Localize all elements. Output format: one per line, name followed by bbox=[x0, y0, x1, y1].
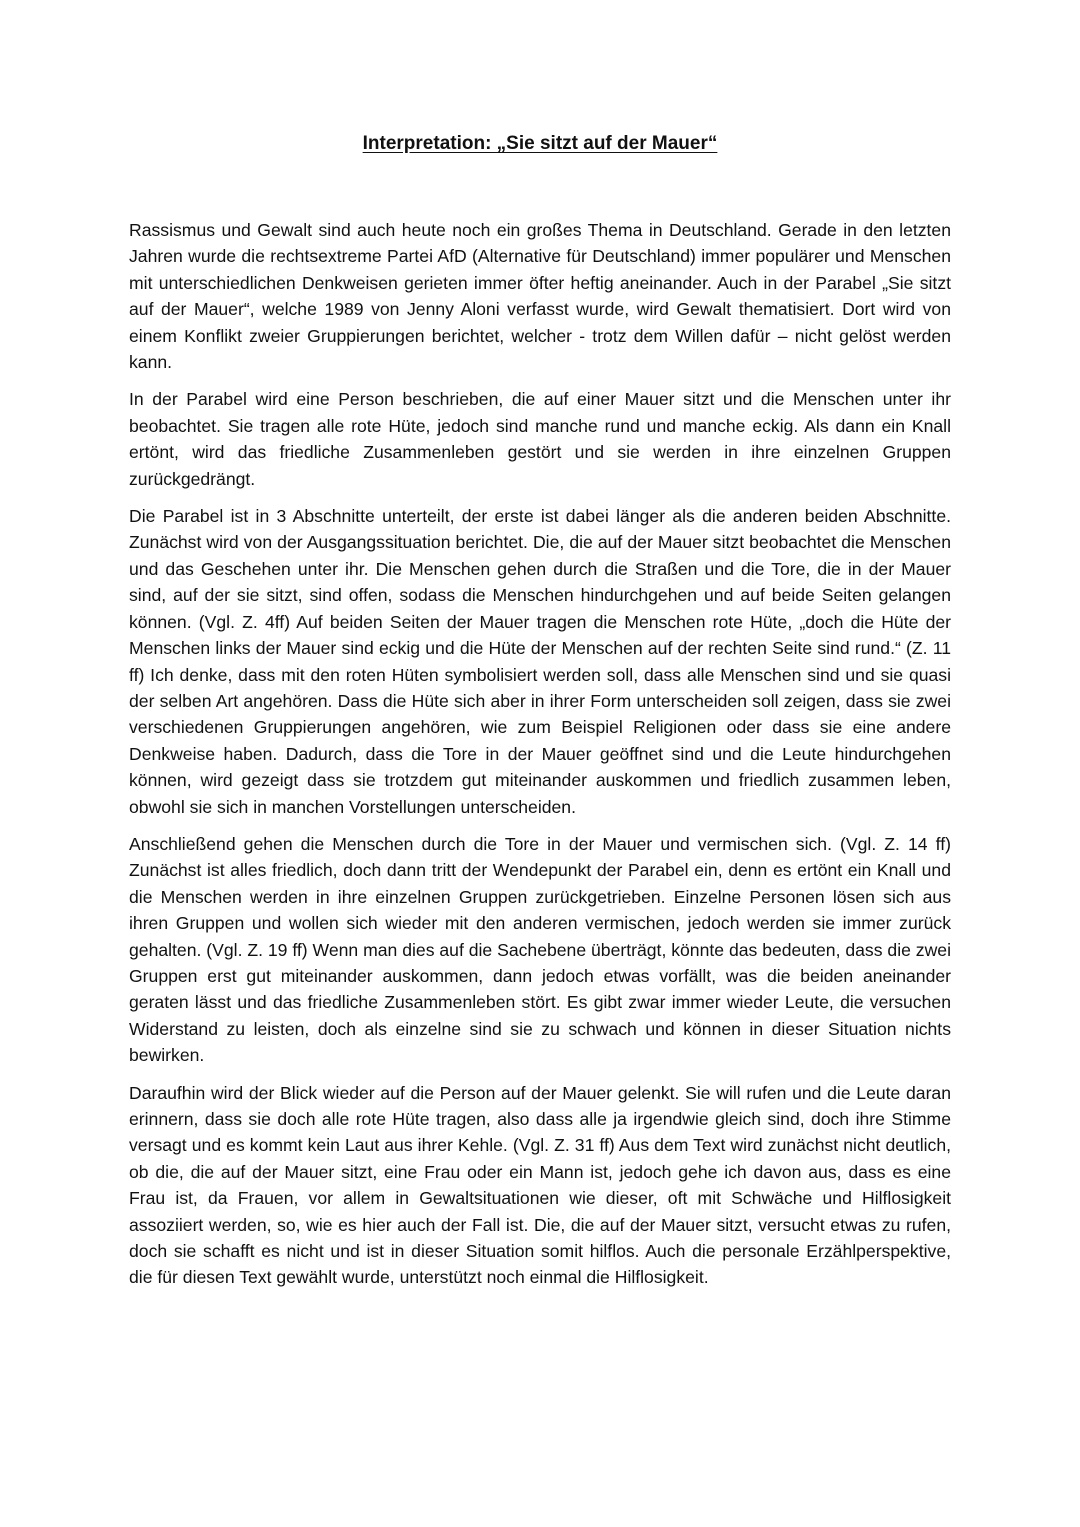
paragraph-1: Rassismus und Gewalt sind auch heute noch ein großes Thema in Deutschland. Gerade in den letzten Jahren wurde die rechtsextreme Partei AfD (Alternative für Deutschland) immer populärer und Menschen mit unterschiedlichen Denkweisen gerieten immer öfter heftig aneinander. Auch in der Parabel „Sie sitzt auf der Mauer“, welche 1989 von Jenny Aloni verfasst wurde, wird Gewalt thematisiert. Dort wird von einem Konflikt zweier Gruppierungen berichtet, welcher - trotz dem Willen dafür – nicht gelöst werden kann. bbox=[129, 220, 951, 373]
paragraph-3: Die Parabel ist in 3 Abschnitte unterteilt, der erste ist dabei länger als die anderen beiden Abschnitte. Zunächst wird von der Ausgangssituation berichtet. Die, die auf der Mauer sitzt beobachtet die Menschen und das Geschehen unter ihr. Die Menschen gehen durch die Straßen und die Tore, die in der Mauer sind, auf der sie sitzt, sind offen, sodass die Menschen hindurchgehen und auf beide Seiten gelangen können. (Vgl. Z. 4ff) Auf beiden Seiten der Mauer tragen die Menschen rote Hüte, „doch die Hüte der Menschen links der Mauer sind eckig und die Hüte der Menschen auf der rechten Seite sind rund.“ (Z. 11 ff) Ich denke, dass mit den roten Hüten symbolisiert werden soll, dass alle Menschen sind und sie quasi der selben Art angehören. Dass die Hüte sich aber in ihrer Form unterscheiden soll zeigen, dass sie zwei verschiedenen Gruppierungen angehören, wie zum Beispiel Religionen oder dass sie eine andere Denkweise haben. Dadurch, dass die Tore in der Mauer geöffnet sind und die Leute hindurchgehen können, wird gezeigt dass sie trotzdem gut miteinander auskommen und friedlich zusammen leben, obwohl sie sich in manchen Vorstellungen unterscheiden. bbox=[129, 506, 951, 817]
paragraph-5: Daraufhin wird der Blick wieder auf die Person auf der Mauer gelenkt. Sie will rufen und die Leute daran erinnern, dass sie doch alle rote Hüte tragen, also dass alle ja irgendwie gleich sind, doch ihre Stimme versagt und es kommt kein Laut aus ihrer Kehle. (Vgl. Z. 31 ff) Aus dem Text wird zunächst nicht deutlich, ob die, die auf der Mauer sitzt, eine Frau oder ein Mann ist, jedoch gehe ich davon aus, dass es eine Frau ist, da Frauen, vor allem in Gewaltsituationen wie dieser, oft mit Schwäche und Hilflosigkeit assoziiert werden, so, wie es hier auch der Fall ist. Die, die auf der Mauer sitzt, versucht etwas zu rufen, doch sie schafft es nicht und ist in dieser Situation somit hilflos. Auch die personale Erzählperspektive, die für diesen Text gewählt wurde, unterstützt noch einmal die Hilflosigkeit. bbox=[129, 1082, 951, 1288]
paragraph-2: In der Parabel wird eine Person beschrieben, die auf einer Mauer sitzt und die Menschen unter ihr beobachtet. Sie tragen alle rote Hüte, jedoch sind manche rund und manche eckig. Als dann ein Knall ertönt, wird das friedliche Zusammenleben gestört und sie werden in ihre einzelnen Gruppen zurückgedrängt. bbox=[129, 389, 951, 489]
document-title bbox=[0, 131, 1080, 157]
document-title-text: Interpretation: „Sie sitzt auf der Mauer“ bbox=[362, 133, 718, 154]
document-body bbox=[129, 217, 951, 1302]
paragraph-4: Anschließend gehen die Menschen durch die Tore in der Mauer und vermischen sich. (Vgl. Z. 14 ff) Zunächst ist alles friedlich, doch dann tritt der Wendepunkt der Parabel ein, denn es ertönt ein Knall und die Menschen werden in ihre einzelnen Gruppen zurückgetrieben. Einzelne Personen lösen sich aus ihren Gruppen und wollen sich wieder mit den anderen vermischen, jedoch werden sie immer zurück gehalten. (Vgl. Z. 19 ff) Wenn man dies auf die Sachebene überträgt, könnte das bedeuten, dass die zwei Gruppen erst gut miteinander auskommen, dann jedoch etwas vorfällt, was die beiden aneinander geraten lässt und das friedliche Zusammenleben stört. Es gibt zwar immer wieder Leute, die versuchen Widerstand zu leisten, doch als einzelne sind sie zu schwach und können in dieser Situation nichts bewirken. bbox=[129, 833, 951, 1066]
